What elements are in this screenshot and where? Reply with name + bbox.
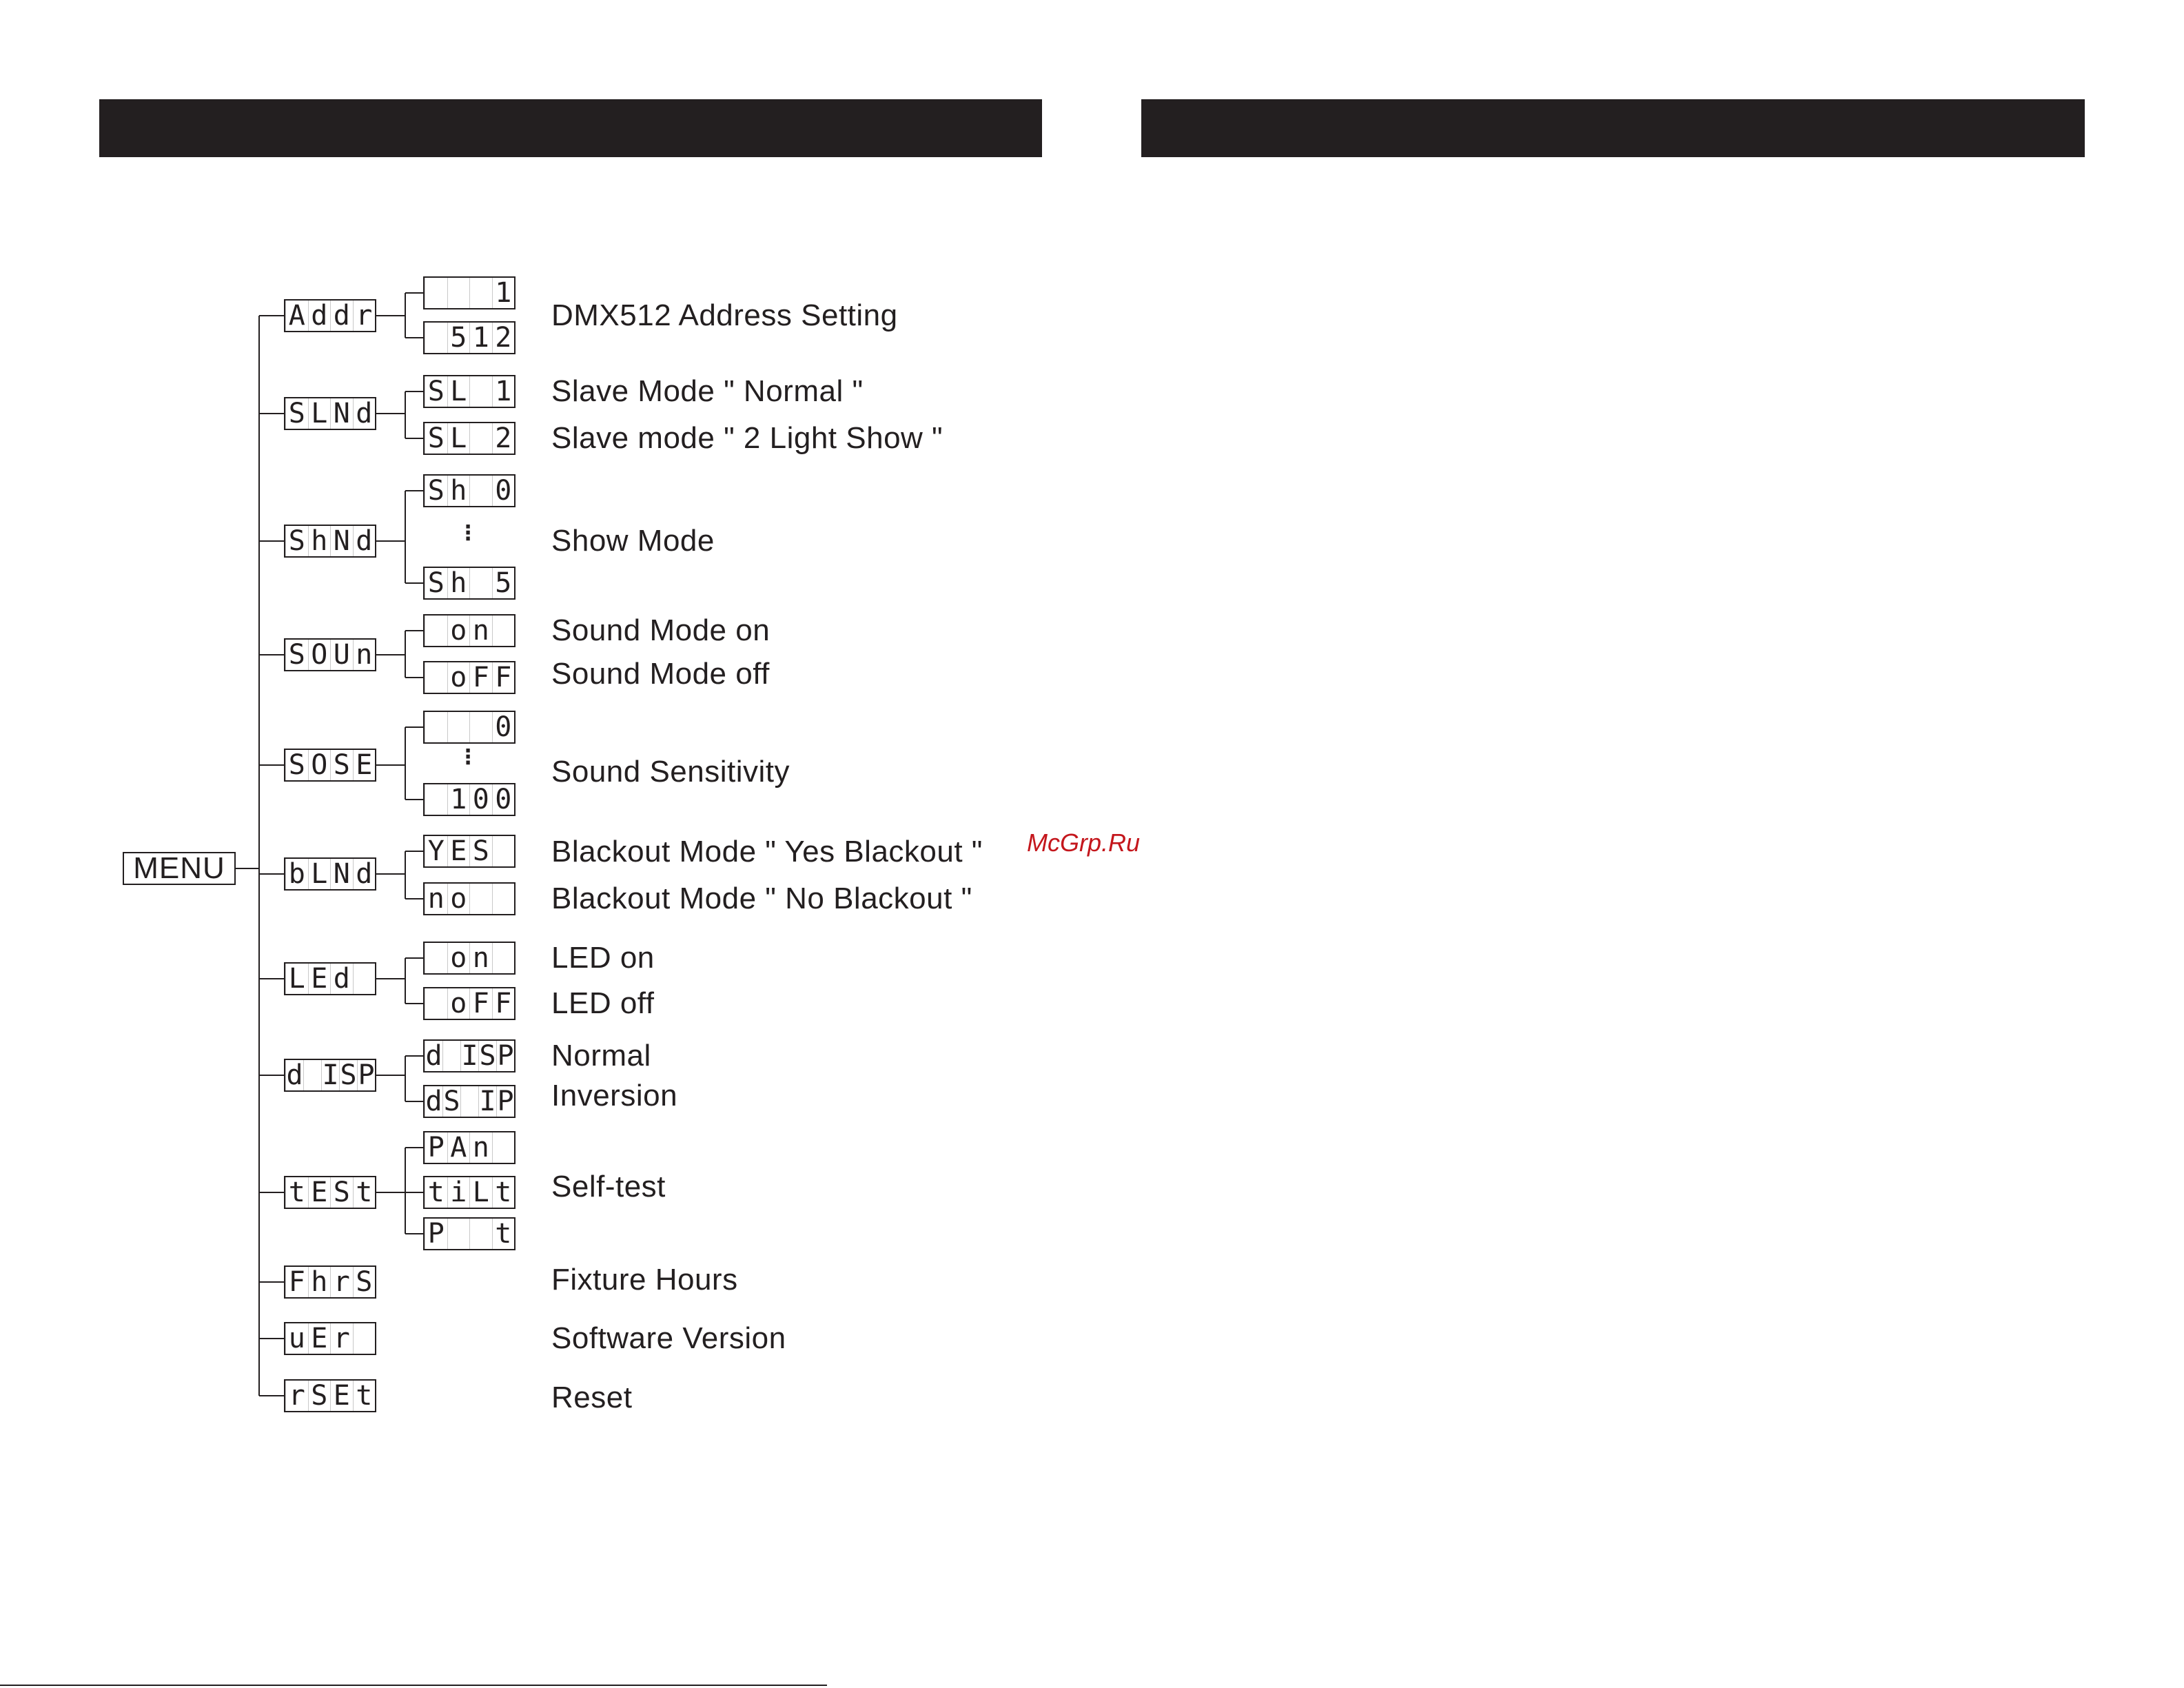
description-5-1: Blackout Mode " No Blackout " xyxy=(551,882,972,915)
segment-cell: S xyxy=(479,1041,496,1071)
segment-cell xyxy=(425,712,447,742)
segment-cell: 1 xyxy=(447,784,470,815)
segment-cell: L xyxy=(469,1177,492,1208)
segment-cell xyxy=(425,943,447,973)
segment-cell: L xyxy=(308,859,331,889)
segment-cell: r xyxy=(285,1381,308,1411)
menu-root-box: MENU xyxy=(123,852,236,885)
description-3-0: Sound Mode on xyxy=(551,613,770,647)
segment-cell: P xyxy=(497,1041,514,1071)
segment-cell xyxy=(492,1132,515,1163)
segment-cell: S xyxy=(330,1177,353,1208)
segment-cell: A xyxy=(447,1132,470,1163)
segment-cell xyxy=(447,712,470,742)
segment-cell xyxy=(469,568,492,598)
segment-cell: h xyxy=(447,476,470,506)
segment-cell: d xyxy=(353,526,376,556)
segment-cell: F xyxy=(469,988,492,1019)
segment-cell xyxy=(469,476,492,506)
segment-cell xyxy=(425,616,447,646)
menu-code-10 xyxy=(284,1322,376,1355)
segment-cell xyxy=(492,884,515,914)
segment-cell: L xyxy=(447,376,470,407)
description-11-0: Reset xyxy=(551,1381,633,1414)
segment-cell: 2 xyxy=(492,323,515,353)
segment-cell: t xyxy=(353,1381,376,1411)
segment-cell xyxy=(353,1323,376,1354)
menu-code-7 xyxy=(284,1059,376,1092)
segment-cell xyxy=(469,1219,492,1249)
sub-option-2-0 xyxy=(423,474,516,507)
segment-cell: F xyxy=(492,662,515,693)
segment-cell: L xyxy=(285,964,308,994)
segment-cell xyxy=(447,1219,470,1249)
menu-code-1 xyxy=(284,397,376,430)
sub-option-1-1 xyxy=(423,422,516,455)
segment-cell xyxy=(425,662,447,693)
segment-cell: n xyxy=(425,884,447,914)
segment-cell: 0 xyxy=(492,712,515,742)
segment-cell: n xyxy=(469,616,492,646)
segment-cell xyxy=(442,1041,460,1071)
segment-cell: E xyxy=(308,1323,331,1354)
segment-cell: S xyxy=(353,1267,376,1297)
segment-cell: E xyxy=(447,836,470,866)
sub-option-0-0 xyxy=(423,276,516,309)
segment-cell: S xyxy=(285,398,308,429)
segment-cell: I xyxy=(322,1060,339,1090)
segment-cell: E xyxy=(330,1381,353,1411)
segment-cell: d xyxy=(425,1041,442,1071)
segment-cell: 0 xyxy=(492,476,515,506)
segment-cell: F xyxy=(469,662,492,693)
segment-cell: U xyxy=(330,640,353,670)
segment-cell: d xyxy=(286,1060,303,1090)
menu-code-0 xyxy=(284,299,376,332)
ellipsis-icon: ⋮ xyxy=(458,521,478,545)
segment-cell: b xyxy=(285,859,308,889)
segment-cell xyxy=(303,1060,321,1090)
segment-cell: O xyxy=(308,750,331,780)
ellipsis-icon: ⋮ xyxy=(458,745,478,769)
segment-cell: I xyxy=(479,1086,496,1117)
segment-cell: 1 xyxy=(492,278,515,308)
segment-cell: O xyxy=(308,640,331,670)
segment-cell: S xyxy=(425,376,447,407)
sub-option-1-0 xyxy=(423,375,516,408)
sub-option-3-1 xyxy=(423,661,516,694)
segment-cell: A xyxy=(285,301,308,331)
segment-cell: o xyxy=(447,662,470,693)
description-6-0: LED on xyxy=(551,941,655,975)
menu-code-11 xyxy=(284,1379,376,1412)
segment-cell: d xyxy=(308,301,331,331)
segment-cell: S xyxy=(285,640,308,670)
segment-cell: N xyxy=(330,526,353,556)
description-3-1: Sound Mode off xyxy=(551,657,770,691)
segment-cell: o xyxy=(447,943,470,973)
segment-cell: i xyxy=(447,1177,470,1208)
description-7-0: Normal xyxy=(551,1039,651,1072)
segment-cell: t xyxy=(425,1177,447,1208)
sub-option-6-0 xyxy=(423,942,516,975)
segment-cell: t xyxy=(492,1177,515,1208)
segment-cell: P xyxy=(425,1132,447,1163)
segment-cell: S xyxy=(469,836,492,866)
segment-cell: o xyxy=(447,988,470,1019)
menu-code-5 xyxy=(284,857,376,891)
segment-cell: L xyxy=(447,423,470,454)
segment-cell: S xyxy=(285,526,308,556)
segment-cell: h xyxy=(308,526,331,556)
segment-cell: r xyxy=(330,1267,353,1297)
segment-cell: L xyxy=(308,398,331,429)
segment-cell xyxy=(425,278,447,308)
segment-cell xyxy=(447,278,470,308)
sub-option-3-0 xyxy=(423,614,516,647)
segment-cell: S xyxy=(425,423,447,454)
segment-cell: d xyxy=(425,1086,442,1117)
segment-cell: P xyxy=(425,1219,447,1249)
segment-cell: n xyxy=(353,640,376,670)
segment-cell: d xyxy=(353,859,376,889)
segment-cell xyxy=(460,1086,478,1117)
segment-cell: S xyxy=(425,568,447,598)
sub-option-4-0 xyxy=(423,711,516,744)
description-7-1: Inversion xyxy=(551,1079,678,1112)
menu-code-6 xyxy=(284,962,376,995)
segment-cell: 2 xyxy=(492,423,515,454)
sub-option-0-1 xyxy=(423,321,516,354)
description-9-0: Fixture Hours xyxy=(551,1263,738,1296)
sub-option-5-1 xyxy=(423,882,516,915)
segment-cell: t xyxy=(492,1219,515,1249)
description-0-0: DMX512 Address Setting xyxy=(551,298,898,332)
segment-cell: S xyxy=(285,750,308,780)
segment-cell: Y xyxy=(425,836,447,866)
segment-cell: E xyxy=(308,964,331,994)
sub-option-8-2 xyxy=(423,1217,516,1250)
sub-option-6-1 xyxy=(423,987,516,1020)
description-5-0: Blackout Mode " Yes Blackout " xyxy=(551,835,983,868)
segment-cell: F xyxy=(492,988,515,1019)
segment-cell: 0 xyxy=(492,784,515,815)
sub-option-2-2 xyxy=(423,567,516,600)
segment-cell xyxy=(425,784,447,815)
segment-cell xyxy=(425,323,447,353)
segment-cell: S xyxy=(330,750,353,780)
segment-cell xyxy=(469,278,492,308)
sub-option-5-0 xyxy=(423,835,516,868)
segment-cell: S xyxy=(425,476,447,506)
segment-cell: N xyxy=(330,398,353,429)
segment-cell: r xyxy=(353,301,376,331)
segment-cell xyxy=(425,988,447,1019)
segment-cell: o xyxy=(447,884,470,914)
description-1-0: Slave Mode " Normal " xyxy=(551,374,864,408)
segment-cell: d xyxy=(353,398,376,429)
segment-cell: t xyxy=(285,1177,308,1208)
sub-option-4-2 xyxy=(423,783,516,816)
description-2-0: Show Mode xyxy=(551,524,715,558)
segment-cell: h xyxy=(308,1267,331,1297)
segment-cell: P xyxy=(497,1086,514,1117)
sub-option-8-0 xyxy=(423,1131,516,1164)
segment-cell: 1 xyxy=(469,323,492,353)
description-8-0: Self-test xyxy=(551,1170,666,1203)
description-10-0: Software Version xyxy=(551,1321,786,1355)
menu-code-2 xyxy=(284,525,376,558)
segment-cell: h xyxy=(447,568,470,598)
segment-cell: S xyxy=(308,1381,331,1411)
description-6-1: LED off xyxy=(551,986,655,1020)
segment-cell: S xyxy=(340,1060,357,1090)
segment-cell: t xyxy=(353,1177,376,1208)
segment-cell: 0 xyxy=(469,784,492,815)
segment-cell: I xyxy=(461,1041,478,1071)
menu-code-4 xyxy=(284,749,376,782)
segment-cell xyxy=(492,616,515,646)
segment-cell: E xyxy=(308,1177,331,1208)
segment-cell xyxy=(469,376,492,407)
segment-cell: 5 xyxy=(447,323,470,353)
segment-cell: u xyxy=(285,1323,308,1354)
segment-cell xyxy=(492,943,515,973)
segment-cell xyxy=(353,964,376,994)
sub-option-8-1 xyxy=(423,1176,516,1209)
segment-cell: P xyxy=(358,1060,375,1090)
watermark: McGrp.Ru xyxy=(1027,828,1141,857)
segment-cell: E xyxy=(353,750,376,780)
segment-cell: 5 xyxy=(492,568,515,598)
menu-code-8 xyxy=(284,1176,376,1209)
segment-cell xyxy=(469,423,492,454)
segment-cell: r xyxy=(330,1323,353,1354)
segment-cell: n xyxy=(469,943,492,973)
menu-code-3 xyxy=(284,638,376,671)
bottom-rule xyxy=(0,1685,827,1686)
segment-cell xyxy=(492,836,515,866)
segment-cell: o xyxy=(447,616,470,646)
segment-cell: N xyxy=(330,859,353,889)
segment-cell xyxy=(469,712,492,742)
segment-cell: F xyxy=(285,1267,308,1297)
description-4-0: Sound Sensitivity xyxy=(551,755,790,789)
sub-option-7-1 xyxy=(423,1085,516,1118)
description-1-1: Slave mode " 2 Light Show " xyxy=(551,421,943,455)
sub-option-7-0 xyxy=(423,1039,516,1072)
segment-cell: d xyxy=(330,964,353,994)
segment-cell xyxy=(469,884,492,914)
segment-cell: d xyxy=(330,301,353,331)
menu-code-9 xyxy=(284,1265,376,1299)
segment-cell: S xyxy=(443,1086,460,1117)
segment-cell: n xyxy=(469,1132,492,1163)
segment-cell: 1 xyxy=(492,376,515,407)
